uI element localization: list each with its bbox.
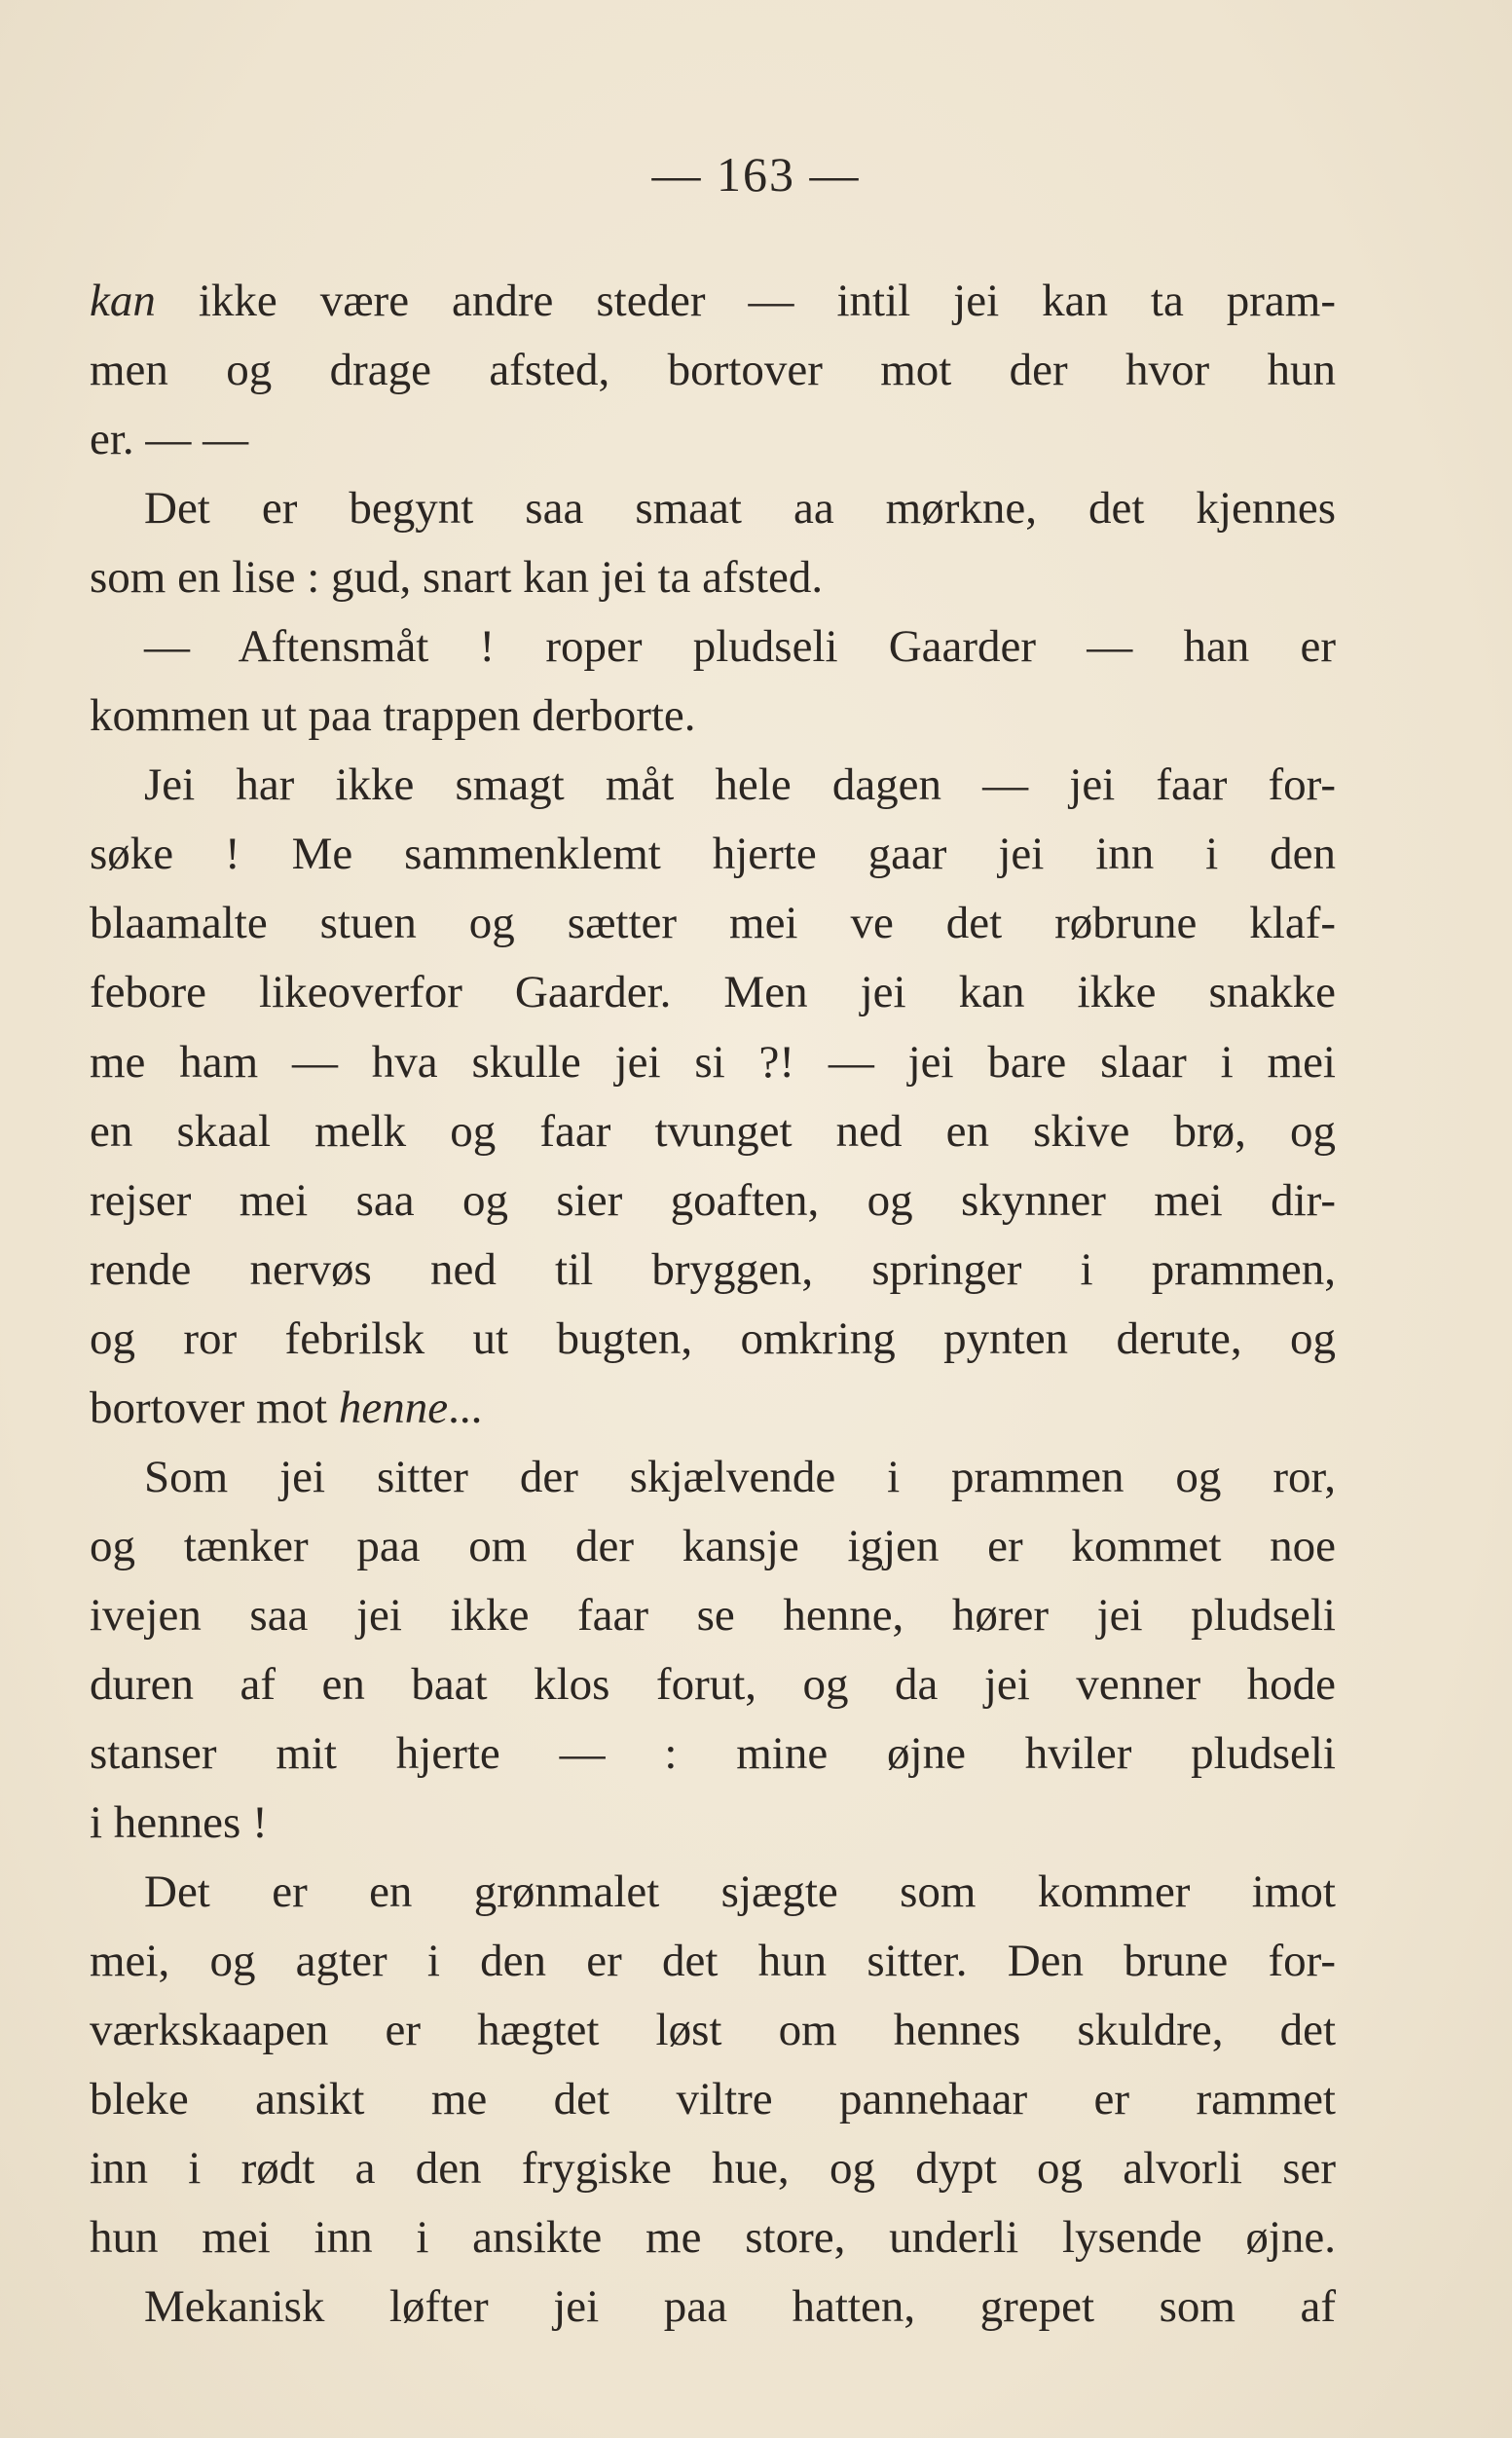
text-line	[90, 2134, 1336, 2203]
text-line	[90, 889, 1336, 958]
text-line	[90, 1512, 1336, 1581]
italic-text: henne	[338, 1382, 449, 1433]
text-segment: som en lise : gud, snart kan jei ta afsted.	[90, 552, 824, 604]
text-segment: ...	[448, 1382, 483, 1433]
text-line	[90, 1443, 1336, 1512]
text-line	[90, 1236, 1336, 1305]
text-line	[90, 820, 1336, 889]
text-segment: bleke ansikt me det viltre pannehaar er rammet	[90, 2074, 1336, 2125]
text-segment: Det er en grønmalet sjægte som kommer imot	[144, 1866, 1336, 1918]
text-line	[90, 2065, 1336, 2134]
text-segment: stanser mit hjerte — : mine øjne hviler pludseli	[90, 1727, 1336, 1779]
text-segment: kommen ut paa trappen derborte.	[90, 690, 696, 742]
text-segment: og ror febrilsk ut bugten, omkring pynten derute, og	[90, 1312, 1336, 1364]
text-segment: mei, og agter i den er det hun sitter. Den brune for-	[90, 1936, 1336, 1987]
text-line	[90, 336, 1336, 405]
text-line	[90, 267, 1336, 336]
text-segment: rejser mei saa og sier goaften, og skynner mei dir-	[90, 1174, 1336, 1226]
text-line	[90, 1858, 1336, 1927]
text-segment: Som jei sitter der skjælvende i prammen og ror,	[144, 1451, 1336, 1502]
text-segment: me ham — hva skulle jei si ?! — jei bare slaar i mei	[90, 1036, 1336, 1088]
text-segment: i hennes !	[90, 1797, 268, 1849]
text-segment: bortover mot	[90, 1382, 339, 1433]
text-line	[90, 1097, 1336, 1166]
text-line	[90, 1650, 1336, 1719]
text-segment: og tænker paa om der kansje igjen er kommet noe	[90, 1520, 1336, 1571]
text-line	[90, 1166, 1336, 1236]
italic-text: kan	[90, 276, 156, 326]
text-segment: Jei har ikke smagt måt hele dagen — jei faar for-	[144, 759, 1336, 811]
text-segment: rende nervøs ned til bryggen, springer i prammen,	[90, 1243, 1336, 1295]
text-segment: en skaal melk og faar tvunget ned en skive brø, og	[90, 1105, 1336, 1157]
text-segment: ivejen saa jei ikke faar se henne, hører jei pludseli	[90, 1589, 1336, 1641]
text-segment: Mekanisk løfter jei paa hatten, grepet som af	[144, 2281, 1336, 2333]
text-line	[90, 1305, 1336, 1374]
text-segment: — Aftensmåt ! roper pludseli Gaarder — han er	[144, 621, 1336, 673]
page-number: — 163 —	[651, 147, 861, 202]
text-line	[90, 405, 1336, 474]
text-line	[90, 682, 1336, 751]
text-segment: søke ! Me sammenklemt hjerte gaar jei inn i den	[90, 829, 1336, 880]
text-segment: er. — —	[90, 414, 249, 465]
text-segment: Det er begynt saa smaat aa mørkne, det kjennes	[144, 483, 1336, 535]
text-line	[90, 958, 1336, 1027]
text-line	[90, 751, 1336, 820]
text-line	[90, 474, 1336, 543]
text-line	[90, 1927, 1336, 1996]
text-line	[90, 1581, 1336, 1650]
text-segment: duren af en baat klos forut, og da jei venner hode	[90, 1658, 1336, 1710]
text-segment: hun mei inn i ansikte me store, underli lysende øjne.	[90, 2212, 1336, 2264]
text-line	[90, 543, 1336, 612]
text-line	[90, 1028, 1336, 1097]
text-line	[90, 1374, 1336, 1443]
text-segment: blaamalte stuen og sætter mei ve det røbrune klaf-	[90, 898, 1336, 949]
text-line	[90, 1719, 1336, 1789]
text-line	[90, 612, 1336, 682]
text-line	[90, 1996, 1336, 2065]
text-segment: inn i rødt a den frygiske hue, og dypt og alvorli ser	[90, 2143, 1336, 2195]
body-text	[90, 267, 1336, 2342]
text-line	[90, 1789, 1336, 1858]
text-line	[90, 2272, 1336, 2342]
text-segment: febore likeoverfor Gaarder. Men jei kan ikke snakke	[90, 967, 1336, 1018]
text-segment: værkskaapen er hægtet løst om hennes skuldre, det	[90, 2005, 1336, 2056]
text-segment: ikke være andre steder — intil jei kan ta pram-	[155, 276, 1336, 326]
text-line	[90, 2203, 1336, 2272]
text-segment: men og drage afsted, bortover mot der hvor hun	[90, 345, 1336, 396]
